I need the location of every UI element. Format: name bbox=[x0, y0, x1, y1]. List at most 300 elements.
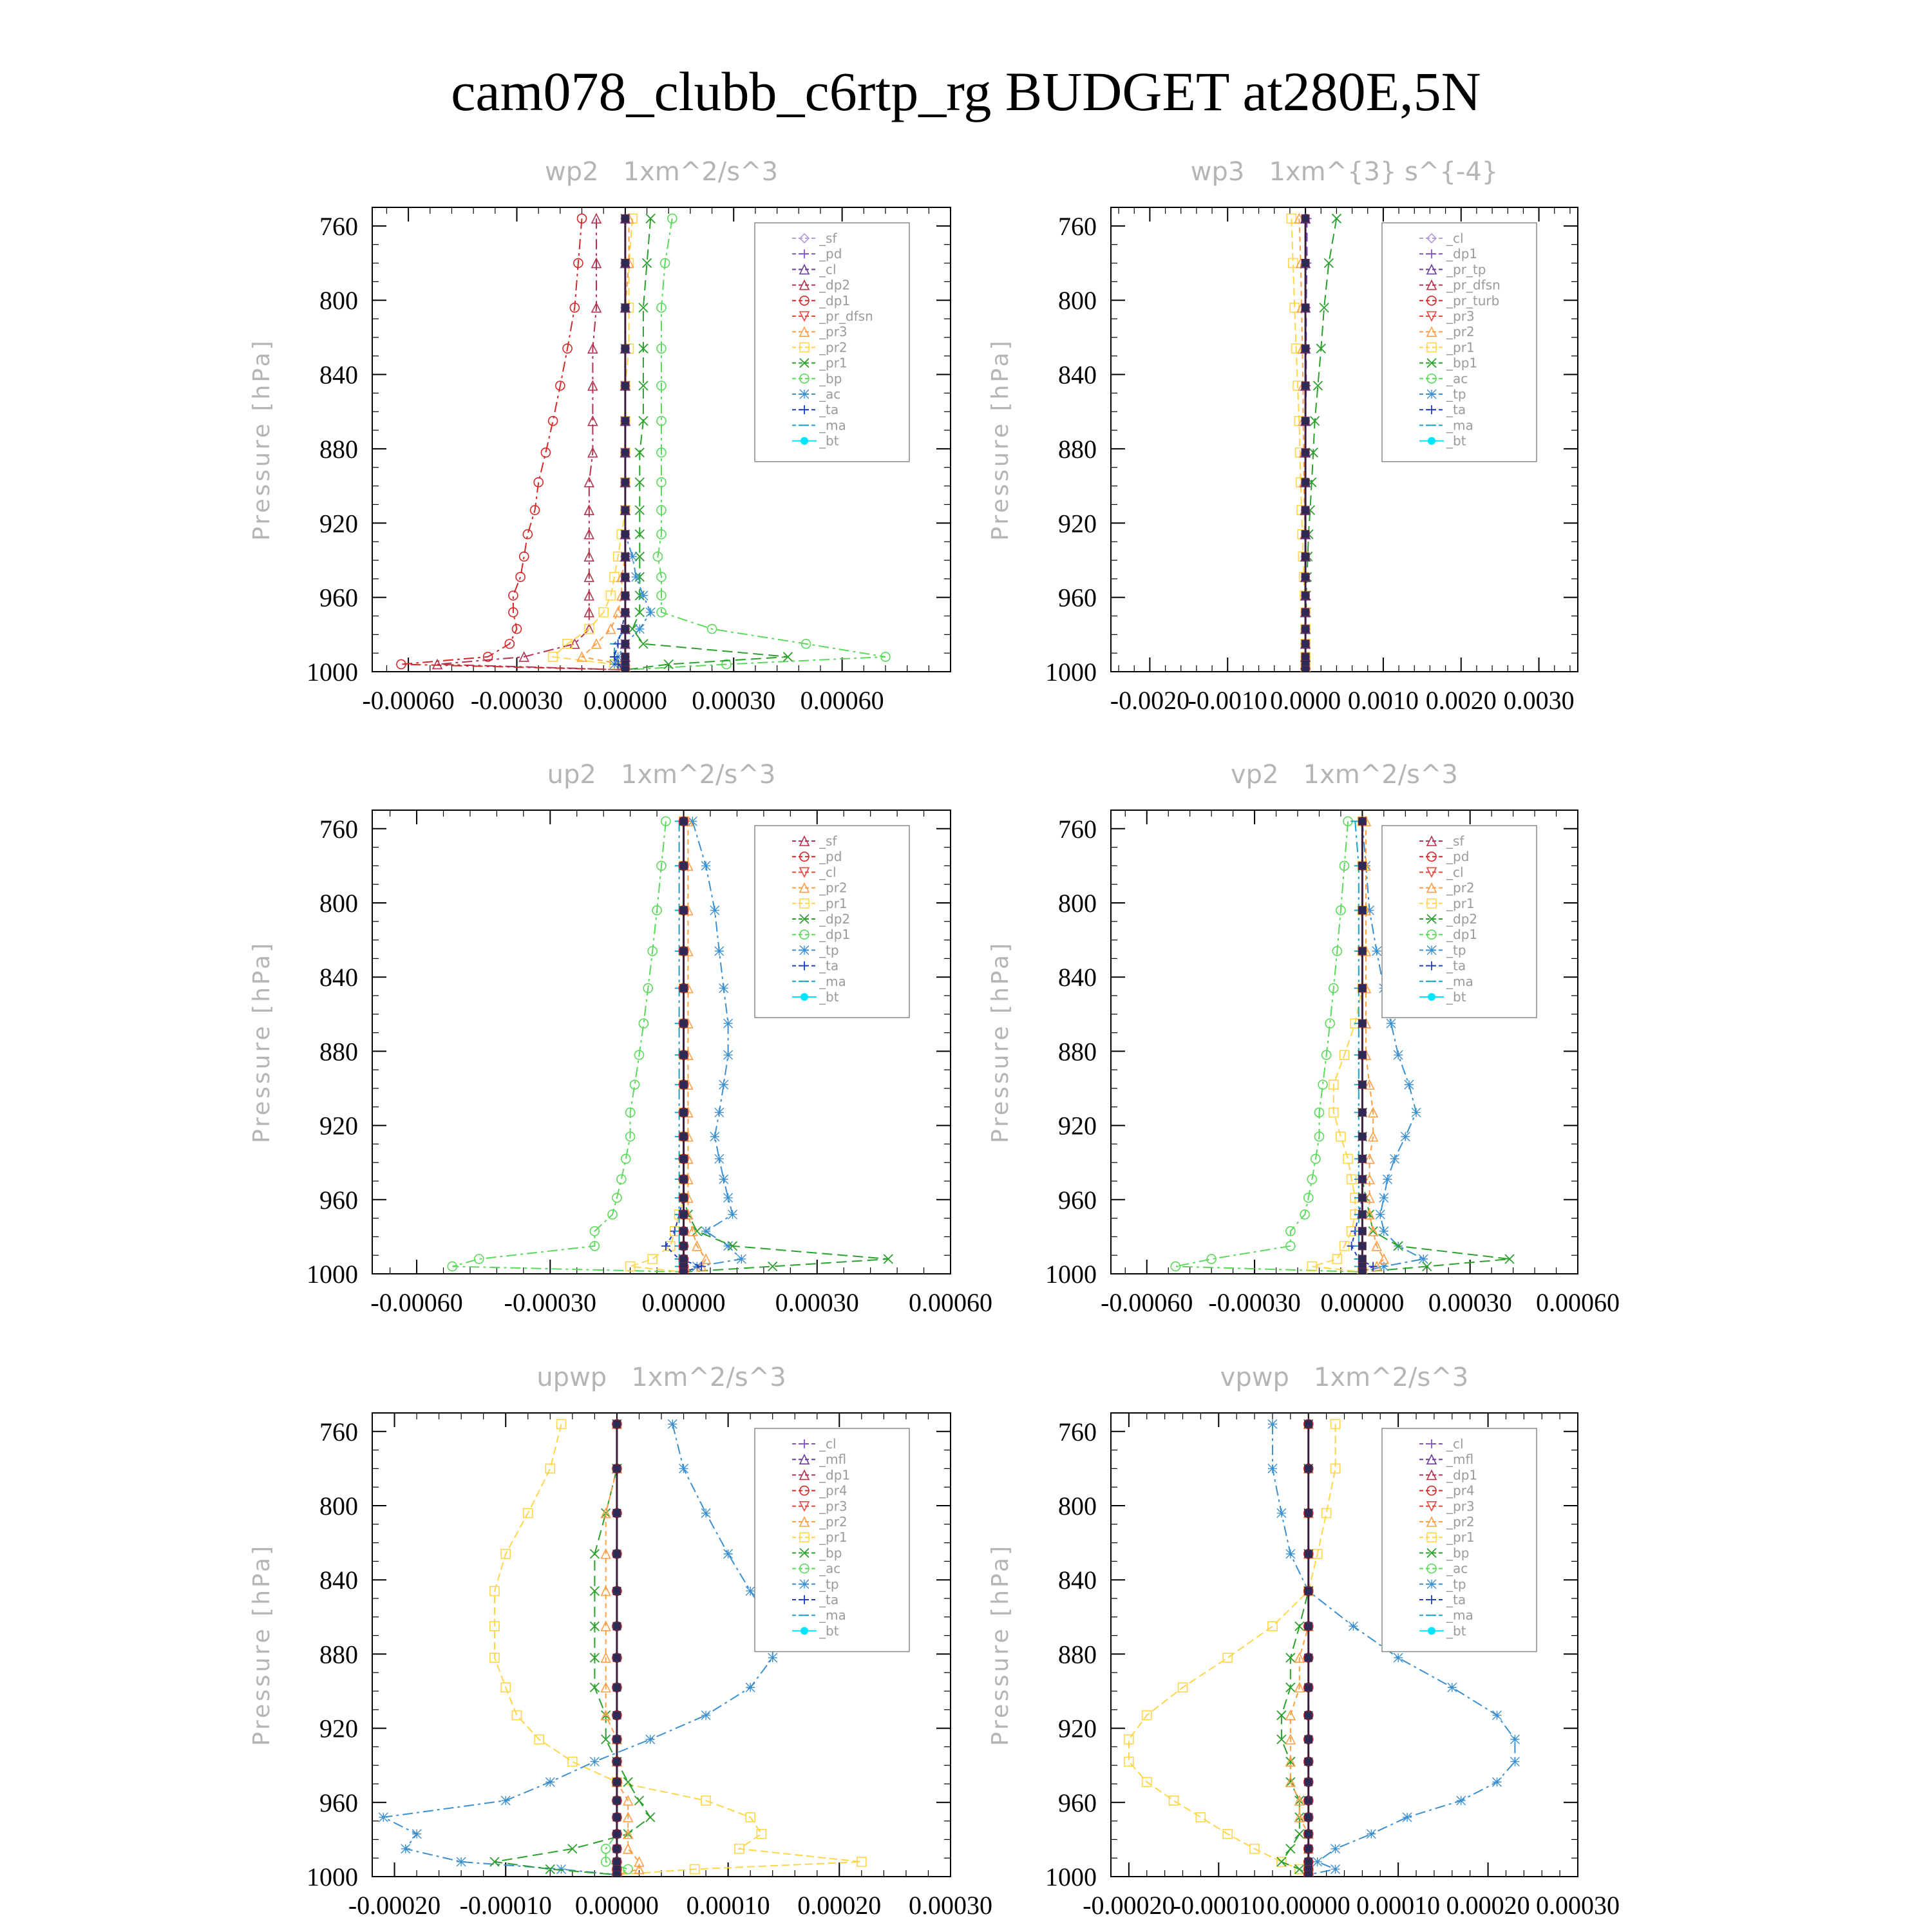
zero-marker bbox=[680, 1108, 688, 1116]
zero-marker bbox=[1358, 1211, 1366, 1218]
zero-marker bbox=[1302, 214, 1309, 222]
zero-marker bbox=[621, 666, 629, 674]
y-tick-label: 960 bbox=[1058, 583, 1097, 612]
x-tick-label: -0.00010 bbox=[1172, 1891, 1265, 1920]
y-tick-label: 920 bbox=[1058, 509, 1097, 538]
x-tick-label: 0.00020 bbox=[797, 1891, 882, 1920]
y-tick-label: 920 bbox=[319, 509, 358, 538]
legend-label: _pr_turb bbox=[1446, 292, 1500, 308]
legend-label: _pd bbox=[1446, 849, 1470, 865]
data-point-ac bbox=[590, 1757, 599, 1766]
data-point-ac bbox=[1403, 1813, 1412, 1822]
zero-marker bbox=[1358, 862, 1366, 869]
data-point-ac bbox=[701, 1710, 710, 1719]
legend-marker bbox=[800, 993, 808, 1001]
x-tick-label: -0.00060 bbox=[362, 686, 455, 715]
zero-marker bbox=[1358, 1155, 1366, 1162]
legend-label: _pr1 bbox=[819, 355, 848, 371]
legend-label: _pd bbox=[819, 246, 842, 262]
data-point-ac bbox=[1510, 1735, 1519, 1744]
data-point-ac bbox=[1376, 1210, 1385, 1219]
zero-marker bbox=[1358, 1108, 1366, 1116]
legend-label: _dp2 bbox=[819, 911, 851, 927]
legend-label: _cl bbox=[819, 864, 837, 880]
y-tick-label: 1000 bbox=[1045, 1862, 1097, 1891]
data-point-ac bbox=[1268, 1464, 1277, 1473]
zero-marker bbox=[1305, 1683, 1312, 1691]
zero-marker bbox=[1302, 553, 1309, 560]
legend-label: _cl bbox=[1446, 1436, 1464, 1452]
zero-marker bbox=[1302, 417, 1309, 425]
legend-label: _ma bbox=[819, 417, 846, 433]
data-point-ac bbox=[1387, 1019, 1396, 1028]
x-tick-label: 0.00000 bbox=[574, 1891, 659, 1920]
zero-marker bbox=[1305, 1510, 1312, 1517]
data-point-ac bbox=[701, 861, 710, 870]
zero-marker bbox=[613, 1711, 621, 1719]
legend-label: _bt bbox=[819, 433, 839, 449]
data-point-ac bbox=[1349, 1622, 1358, 1631]
y-axis-label: Pressure [hPa] bbox=[249, 338, 275, 541]
zero-marker bbox=[621, 449, 629, 457]
legend-label: _pr1 bbox=[819, 895, 848, 911]
zero-marker bbox=[680, 862, 688, 869]
legend-marker bbox=[1427, 945, 1436, 954]
x-tick-label: 0.00020 bbox=[1446, 1891, 1530, 1920]
legend-label: _pr2 bbox=[819, 339, 848, 355]
x-tick-label: 0.0000 bbox=[1270, 686, 1341, 715]
zero-marker bbox=[621, 417, 629, 425]
legend-label: _pr_dfsn bbox=[1446, 277, 1501, 293]
y-tick-label: 840 bbox=[319, 360, 358, 390]
legend-label: _ta bbox=[1446, 1592, 1466, 1607]
data-point-ac bbox=[1383, 1175, 1392, 1184]
zero-marker bbox=[1302, 653, 1309, 661]
zero-marker bbox=[1358, 1242, 1366, 1250]
zero-marker bbox=[613, 1778, 621, 1786]
data-point-ac bbox=[1493, 1710, 1502, 1719]
data-point-ac bbox=[646, 608, 655, 617]
legend-marker bbox=[800, 437, 808, 445]
zero-marker bbox=[621, 304, 629, 312]
data-point-ac bbox=[688, 817, 697, 826]
chart-panel-1 bbox=[249, 157, 951, 715]
y-tick-label: 840 bbox=[1058, 360, 1097, 390]
panel-title: up2 1xm^2/s^3 bbox=[547, 760, 776, 790]
legend-label: _pr3 bbox=[819, 1498, 848, 1514]
legend-label: _bt bbox=[1446, 433, 1466, 449]
data-point-ac bbox=[719, 1080, 728, 1089]
data-point-ac bbox=[1390, 1154, 1399, 1163]
zero-marker bbox=[613, 1683, 621, 1691]
y-tick-label: 880 bbox=[1058, 1640, 1097, 1669]
zero-marker bbox=[1358, 1268, 1366, 1276]
x-tick-label: 0.00010 bbox=[1356, 1891, 1441, 1920]
y-tick-label: 800 bbox=[1058, 889, 1097, 918]
chart-panel-4 bbox=[987, 760, 1620, 1317]
chart-panel-3 bbox=[249, 760, 992, 1317]
data-point-ac bbox=[457, 1857, 466, 1866]
data-point-ac bbox=[737, 1255, 746, 1264]
y-tick-label: 840 bbox=[1058, 1566, 1097, 1595]
data-point-ac bbox=[1268, 1419, 1277, 1428]
data-point-ac bbox=[1372, 947, 1381, 956]
data-point-ac bbox=[1405, 1080, 1414, 1089]
zero-marker bbox=[613, 1814, 621, 1821]
x-tick-label: -0.00030 bbox=[504, 1288, 596, 1317]
legend-label: _pr2 bbox=[1446, 880, 1475, 896]
zero-marker bbox=[621, 592, 629, 600]
data-point-ac bbox=[635, 625, 644, 634]
y-tick-label: 920 bbox=[1058, 1111, 1097, 1141]
legend-label: _bp bbox=[1446, 1545, 1470, 1561]
legend-label: _tp bbox=[1446, 386, 1466, 402]
zero-marker bbox=[621, 609, 629, 616]
zero-marker bbox=[613, 1797, 621, 1804]
legend-label: _mfl bbox=[1446, 1452, 1474, 1468]
x-tick-label: -0.00010 bbox=[459, 1891, 552, 1920]
y-tick-label: 800 bbox=[319, 286, 358, 316]
chart-panel-6 bbox=[987, 1363, 1620, 1920]
y-tick-label: 920 bbox=[1058, 1714, 1097, 1743]
zero-marker bbox=[1305, 1654, 1312, 1662]
data-point-ac bbox=[701, 1509, 710, 1518]
legend-label: _cl bbox=[1446, 864, 1464, 880]
zero-marker bbox=[1302, 478, 1309, 486]
zero-marker bbox=[613, 1757, 621, 1765]
legend-label: _pr1 bbox=[819, 1530, 848, 1546]
zero-marker bbox=[1305, 1711, 1312, 1719]
legend-label: _sf bbox=[819, 833, 837, 849]
data-point-ac bbox=[1286, 1549, 1295, 1558]
data-point-ac bbox=[1401, 1132, 1410, 1141]
y-tick-label: 880 bbox=[319, 1640, 358, 1669]
zero-marker bbox=[680, 947, 688, 955]
legend-marker bbox=[800, 390, 809, 399]
zero-marker bbox=[621, 553, 629, 560]
y-tick-label: 1000 bbox=[307, 1260, 358, 1289]
zero-marker bbox=[613, 1736, 621, 1743]
zero-marker bbox=[621, 640, 629, 648]
x-tick-label: 0.0010 bbox=[1347, 686, 1419, 715]
zero-marker bbox=[1358, 1255, 1366, 1263]
x-tick-label: 0.00000 bbox=[1320, 1288, 1405, 1317]
legend-label: _ta bbox=[819, 958, 839, 974]
legend-label: _ma bbox=[1446, 1607, 1473, 1624]
y-tick-label: 760 bbox=[319, 814, 358, 844]
zero-marker bbox=[613, 1654, 621, 1662]
zero-marker bbox=[613, 1871, 621, 1879]
legend-marker bbox=[1428, 1627, 1435, 1634]
x-tick-label: 0.00010 bbox=[686, 1891, 770, 1920]
legend-label: _cl bbox=[819, 261, 837, 278]
chart-panel-5 bbox=[249, 1363, 992, 1920]
zero-marker bbox=[613, 1464, 621, 1472]
legend-label: _bp1 bbox=[1446, 355, 1478, 371]
legend-label: _dp1 bbox=[819, 927, 851, 943]
legend-label: _ma bbox=[1446, 417, 1473, 433]
zero-marker bbox=[1305, 1858, 1312, 1866]
y-tick-label: 920 bbox=[319, 1111, 358, 1141]
legend-label: _pr3 bbox=[1446, 1498, 1475, 1514]
zero-marker bbox=[621, 653, 629, 661]
data-point-ac bbox=[1394, 1653, 1403, 1662]
y-tick-label: 760 bbox=[1058, 1417, 1097, 1446]
legend-marker bbox=[1427, 390, 1436, 399]
zero-marker bbox=[621, 531, 629, 538]
zero-marker bbox=[1305, 1622, 1312, 1630]
zero-marker bbox=[1358, 1133, 1366, 1141]
zero-marker bbox=[621, 214, 629, 222]
y-tick-label: 880 bbox=[1058, 1037, 1097, 1066]
legend-marker bbox=[1428, 993, 1435, 1001]
legend-label: _dp1 bbox=[1446, 1467, 1478, 1483]
zero-marker bbox=[1305, 1871, 1312, 1879]
y-axis-label: Pressure [hPa] bbox=[987, 940, 1014, 1144]
zero-marker bbox=[1302, 304, 1309, 312]
zero-marker bbox=[1358, 1081, 1366, 1088]
legend-label: _dp2 bbox=[1446, 911, 1478, 927]
legend-label: _bt bbox=[819, 1623, 839, 1639]
zero-marker bbox=[1305, 1420, 1312, 1428]
y-tick-label: 1000 bbox=[1045, 658, 1097, 687]
zero-marker bbox=[680, 907, 688, 914]
legend-label: _cl bbox=[819, 1436, 837, 1452]
x-tick-label: 0.00030 bbox=[775, 1288, 859, 1317]
legend-label: _bt bbox=[819, 989, 839, 1005]
data-point-ac bbox=[1367, 1830, 1376, 1839]
legend-label: _pd bbox=[819, 849, 842, 865]
data-point-ac bbox=[1277, 1509, 1286, 1518]
zero-marker bbox=[680, 1242, 688, 1250]
y-tick-label: 840 bbox=[319, 963, 358, 992]
zero-marker bbox=[621, 478, 629, 486]
legend-label: _pr_tp bbox=[1446, 261, 1486, 278]
legend-label: _sf bbox=[1446, 833, 1464, 849]
legend-label: _ta bbox=[819, 1592, 839, 1607]
legend-label: _pr2 bbox=[819, 1514, 848, 1530]
legend bbox=[755, 826, 909, 1018]
data-point-ac bbox=[1493, 1777, 1502, 1786]
y-tick-label: 1000 bbox=[307, 1862, 358, 1891]
legend-label: _dp1 bbox=[819, 292, 851, 308]
zero-marker bbox=[1302, 506, 1309, 514]
y-tick-label: 760 bbox=[319, 1417, 358, 1446]
zero-marker bbox=[1302, 666, 1309, 674]
legend-label: _mfl bbox=[819, 1452, 847, 1468]
legend-label: _tp bbox=[819, 942, 839, 958]
legend bbox=[755, 1428, 909, 1652]
data-point-ac bbox=[557, 1864, 566, 1873]
legend-label: _pr1 bbox=[1446, 339, 1475, 355]
y-tick-label: 840 bbox=[319, 1566, 358, 1595]
data-point-ac bbox=[1379, 1227, 1388, 1236]
legend-label: _bt bbox=[1446, 1623, 1466, 1639]
legend-marker bbox=[800, 945, 809, 954]
x-tick-label: 0.00060 bbox=[909, 1288, 992, 1317]
zero-marker bbox=[1358, 1051, 1366, 1059]
y-axis-label: Pressure [hPa] bbox=[249, 940, 275, 1144]
legend-label: _dp1 bbox=[1446, 927, 1478, 943]
x-tick-label: -0.00060 bbox=[1101, 1288, 1193, 1317]
data-point-ac bbox=[679, 1464, 688, 1473]
data-point-ac bbox=[1331, 1864, 1340, 1873]
legend-label: _tp bbox=[819, 1576, 839, 1592]
zero-marker bbox=[680, 1081, 688, 1088]
zero-marker bbox=[1305, 1845, 1312, 1853]
zero-marker bbox=[1305, 1830, 1312, 1838]
y-tick-label: 800 bbox=[319, 1492, 358, 1520]
zero-marker bbox=[1358, 947, 1366, 955]
y-tick-label: 760 bbox=[319, 211, 358, 241]
legend-label: _pr2 bbox=[1446, 324, 1475, 340]
data-point-ac bbox=[1510, 1757, 1519, 1766]
legend-label: _sf bbox=[819, 231, 837, 246]
zero-marker bbox=[621, 345, 629, 352]
y-tick-label: 1000 bbox=[1045, 1260, 1097, 1289]
zero-marker bbox=[1302, 531, 1309, 538]
x-tick-label: 0.00030 bbox=[1536, 1891, 1620, 1920]
zero-marker bbox=[680, 817, 688, 825]
legend-label: _ta bbox=[819, 402, 839, 418]
zero-marker bbox=[613, 1622, 621, 1630]
y-axis-label: Pressure [hPa] bbox=[249, 1543, 275, 1747]
data-point-ac bbox=[412, 1830, 421, 1839]
zero-marker bbox=[621, 625, 629, 633]
y-tick-label: 880 bbox=[319, 434, 358, 464]
x-tick-label: 0.00000 bbox=[641, 1288, 726, 1317]
data-point-ac bbox=[768, 1653, 777, 1662]
y-tick-label: 840 bbox=[1058, 963, 1097, 992]
legend bbox=[1382, 826, 1537, 1018]
zero-marker bbox=[680, 1155, 688, 1162]
legend bbox=[1382, 1428, 1537, 1652]
zero-marker bbox=[621, 506, 629, 514]
data-point-ac bbox=[1394, 1050, 1403, 1059]
legend-label: _bp bbox=[819, 1545, 842, 1561]
zero-marker bbox=[621, 573, 629, 581]
zero-marker bbox=[1358, 907, 1366, 914]
data-point-ac bbox=[719, 1175, 728, 1184]
y-tick-label: 760 bbox=[1058, 211, 1097, 241]
zero-marker bbox=[1302, 345, 1309, 352]
data-point-ac bbox=[719, 983, 728, 992]
panel-title: wp3 1xm^{3} s^{-4} bbox=[1190, 157, 1499, 187]
zero-marker bbox=[680, 1019, 688, 1027]
legend-label: _pr3 bbox=[819, 324, 848, 340]
zero-marker bbox=[1302, 260, 1309, 267]
x-tick-label: -0.00030 bbox=[1208, 1288, 1301, 1317]
zero-marker bbox=[613, 1510, 621, 1517]
zero-marker bbox=[1305, 1736, 1312, 1743]
legend-marker bbox=[800, 1580, 809, 1589]
legend-label: _pr1 bbox=[1446, 1530, 1475, 1546]
legend-label: _tp bbox=[1446, 1576, 1466, 1592]
y-tick-label: 1000 bbox=[307, 658, 358, 687]
x-tick-label: -0.0020 bbox=[1110, 686, 1190, 715]
zero-marker bbox=[1305, 1778, 1312, 1786]
x-tick-label: -0.00020 bbox=[1083, 1891, 1175, 1920]
legend-label: _ma bbox=[819, 973, 846, 989]
data-point-ac bbox=[715, 947, 724, 956]
data-point-ac bbox=[639, 591, 648, 600]
data-point-ac bbox=[746, 1683, 755, 1692]
zero-marker bbox=[1358, 1019, 1366, 1027]
zero-marker bbox=[613, 1550, 621, 1558]
legend-label: _ma bbox=[819, 1607, 846, 1624]
panel-title: vpwp 1xm^2/s^3 bbox=[1220, 1363, 1469, 1392]
data-point-ac bbox=[728, 1210, 737, 1219]
data-point-ac bbox=[710, 906, 719, 915]
zero-marker bbox=[1302, 592, 1309, 600]
legend-label: _dp2 bbox=[819, 277, 851, 293]
data-point-ac bbox=[632, 573, 641, 582]
data-point-ac bbox=[715, 1154, 724, 1163]
legend-label: _ac bbox=[819, 1560, 841, 1577]
zero-marker bbox=[613, 1420, 621, 1428]
y-tick-label: 800 bbox=[1058, 286, 1097, 316]
legend-label: _ac bbox=[1446, 1560, 1468, 1577]
zero-marker bbox=[680, 1268, 688, 1276]
x-tick-label: 0.00000 bbox=[583, 686, 667, 715]
data-point-ac bbox=[646, 1735, 655, 1744]
x-tick-label: -0.00020 bbox=[348, 1891, 441, 1920]
y-tick-label: 960 bbox=[1058, 1185, 1097, 1215]
panel-title: vp2 1xm^2/s^3 bbox=[1231, 760, 1458, 790]
zero-marker bbox=[613, 1845, 621, 1853]
y-tick-label: 880 bbox=[1058, 434, 1097, 464]
y-tick-label: 760 bbox=[1058, 814, 1097, 844]
data-point-ac bbox=[545, 1777, 554, 1786]
zero-marker bbox=[1358, 984, 1366, 992]
y-tick-label: 800 bbox=[1058, 1492, 1097, 1520]
data-point-ac bbox=[379, 1813, 388, 1822]
data-point-ac bbox=[724, 1050, 733, 1059]
legend bbox=[755, 223, 909, 462]
zero-marker bbox=[1302, 449, 1309, 457]
data-point-ac bbox=[668, 1419, 677, 1428]
y-tick-label: 960 bbox=[1058, 1788, 1097, 1817]
data-point-ac bbox=[401, 1844, 410, 1853]
zero-marker bbox=[621, 260, 629, 267]
legend-marker bbox=[1427, 1580, 1436, 1589]
zero-marker bbox=[1302, 625, 1309, 633]
zero-marker bbox=[1305, 1814, 1312, 1821]
zero-marker bbox=[1305, 1757, 1312, 1765]
y-tick-label: 920 bbox=[319, 1714, 358, 1743]
chart-panel-2 bbox=[987, 157, 1578, 715]
data-point-ac bbox=[710, 1132, 719, 1141]
zero-marker bbox=[1302, 609, 1309, 616]
legend-label: _pr4 bbox=[819, 1482, 848, 1499]
zero-marker bbox=[680, 1255, 688, 1263]
zero-marker bbox=[1302, 382, 1309, 390]
y-tick-label: 800 bbox=[319, 889, 358, 918]
zero-marker bbox=[613, 1830, 621, 1838]
data-point-ac bbox=[724, 1019, 733, 1028]
zero-marker bbox=[1305, 1550, 1312, 1558]
data-point-ac bbox=[1412, 1108, 1421, 1117]
zero-marker bbox=[1302, 573, 1309, 581]
y-tick-label: 960 bbox=[319, 1185, 358, 1215]
data-point-ac bbox=[746, 1586, 755, 1595]
zero-marker bbox=[1358, 817, 1366, 825]
zero-marker bbox=[680, 1051, 688, 1059]
x-tick-label: 0.0020 bbox=[1425, 686, 1497, 715]
data-point-ac bbox=[724, 1193, 733, 1202]
data-point-ac bbox=[1457, 1796, 1466, 1805]
zero-marker bbox=[1358, 1194, 1366, 1202]
